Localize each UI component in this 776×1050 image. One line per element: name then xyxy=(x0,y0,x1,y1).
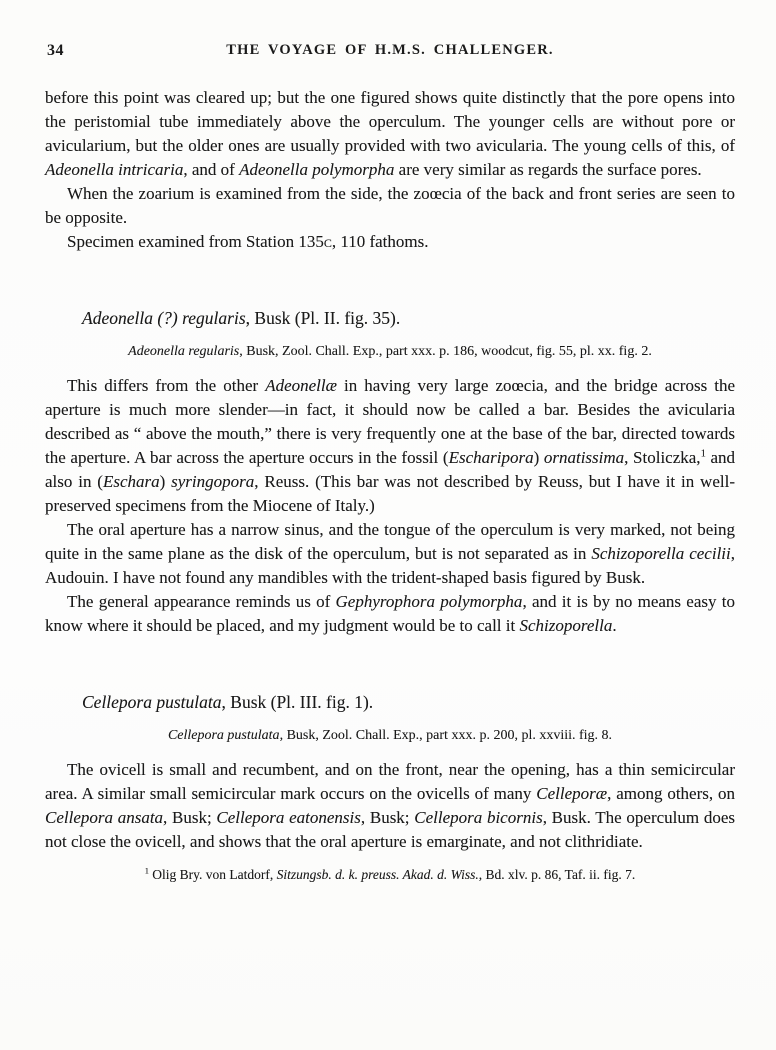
species-name: Cellepora eatonensis xyxy=(216,808,361,827)
species-name: Eschara xyxy=(102,472,160,491)
species-name: Adeonellæ xyxy=(265,376,337,395)
species-name: Adeonella polymorpha xyxy=(239,160,395,179)
species-name: Cellepora bicornis xyxy=(414,808,543,827)
species-heading xyxy=(45,306,735,330)
text-run: Specimen examined from Station 135 xyxy=(67,232,324,251)
paragraph xyxy=(45,374,735,518)
species-name: Cellepora pustulata xyxy=(167,728,280,743)
species-name: Schizoporella xyxy=(519,616,613,635)
text-run: , Busk, Zool. Chall. Exp., part xxx. p. 186, woodcut, fig. 55, pl. xx. fig. 2. xyxy=(239,344,652,359)
text-run: When the zoarium is examined from the side, the zoœcia of the back and front series are seen to be opposite. xyxy=(45,184,735,227)
text-run: , Busk; xyxy=(360,808,415,827)
text-run: This differs from the other xyxy=(67,376,266,395)
text-run: , Busk. The operculum does not close the ovicell, and shows that the oral aperture is emarginate, and not clithridiate. xyxy=(45,808,735,851)
species-name: Gephyrophora polymorpha xyxy=(335,592,523,611)
citation-line xyxy=(45,342,735,361)
text-run: , and it is by no means easy to know where it should be placed, and my judgment would be to call it xyxy=(45,592,735,635)
text-run: ) xyxy=(159,472,172,491)
species-name: ornatissima xyxy=(543,448,625,467)
text-run: , 110 fathoms. xyxy=(331,232,429,251)
text-run: Olig Bry. von Latdorf, xyxy=(148,867,277,882)
text-run: , Busk (Pl. II. fig. 35). xyxy=(245,308,401,328)
text-run: and also in ( xyxy=(45,448,736,491)
paragraph xyxy=(45,182,735,230)
citation-line xyxy=(45,726,735,745)
page-header xyxy=(45,42,735,64)
text-run: , among others, on xyxy=(607,784,735,803)
species-name: Escharipora xyxy=(448,448,534,467)
text-run: , Busk; xyxy=(163,808,217,827)
footnote-marker: 1 xyxy=(144,866,149,876)
text-run: The general appearance reminds us of xyxy=(67,592,336,611)
paragraph xyxy=(45,230,735,254)
species-name: Celleporæ xyxy=(536,784,608,803)
paragraph xyxy=(45,590,735,638)
species-name: Adeonella regularis xyxy=(128,344,240,359)
text-run: The ovicell is small and recumbent, and on the front, near the opening, has a thin semicircular area. A similar small semicircular mark occurs on the ovicells of many xyxy=(45,760,735,803)
paragraph xyxy=(45,86,735,182)
text-run: in having very large zoœcia, and the bridge across the aperture is much more slender—in fact, it should now be called a bar. Besides the avicularia described as “ above the mouth,” there is very frequently one at the base of the bar, directed towards the aperture. A bar across the aperture occurs in the fossil ( xyxy=(45,376,736,467)
footnote-marker: 1 xyxy=(700,448,706,460)
species-name: Schizoporella cecilii xyxy=(591,544,731,563)
text-run: , Audouin. I have not found any mandibles with the trident-shaped basis figured by Busk. xyxy=(45,544,735,587)
species-name: syringopora xyxy=(171,472,255,491)
text-run: ) xyxy=(533,448,544,467)
text-run: . xyxy=(612,616,617,635)
text-run: , Stoliczka, xyxy=(624,448,701,467)
text-run: , and of xyxy=(183,160,240,179)
paragraph xyxy=(45,518,735,590)
page-number: 34 xyxy=(47,42,64,59)
running-title: THE VOYAGE OF H.M.S. CHALLENGER. xyxy=(226,42,554,58)
text-run: c xyxy=(323,232,332,251)
text-run: are very similar as regards the surface pores. xyxy=(394,160,702,179)
species-heading xyxy=(45,690,735,714)
text-run: before this point was cleared up; but the one figured shows quite distinctly that the pore opens into the peristomial tube immediately above the operculum. The younger cells are without pore or avicularium, but the older ones are usually provided with two avicularia. The young cells of this, of xyxy=(45,88,735,155)
text-run: , Busk (Pl. III. fig. 1). xyxy=(221,692,374,712)
text-run: , Reuss. (This bar was not described by Reuss, but I have it in well-preserved specimens from the Miocene of Italy.) xyxy=(45,472,735,515)
species-name: Adeonella (?) regularis xyxy=(82,308,246,328)
footnote xyxy=(45,866,735,884)
species-name: Cellepora pustulata xyxy=(82,692,222,712)
paragraph xyxy=(45,758,735,854)
text-run: The oral aperture has a narrow sinus, and the tongue of the operculum is very marked, not being quite in the same plane as the disk of the operculum, but is not separated as in xyxy=(45,520,735,563)
species-name: Adeonella intricaria xyxy=(45,160,184,179)
species-name: Cellepora ansata xyxy=(45,808,164,827)
species-name: Sitzungsb. d. k. preuss. Akad. d. Wiss. xyxy=(276,867,479,882)
text-run: , Busk, Zool. Chall. Exp., part xxx. p. 200, pl. xxviii. fig. 8. xyxy=(279,728,613,743)
page-body xyxy=(45,86,735,884)
text-run: , Bd. xlv. p. 86, Taf. ii. fig. 7. xyxy=(478,867,636,882)
